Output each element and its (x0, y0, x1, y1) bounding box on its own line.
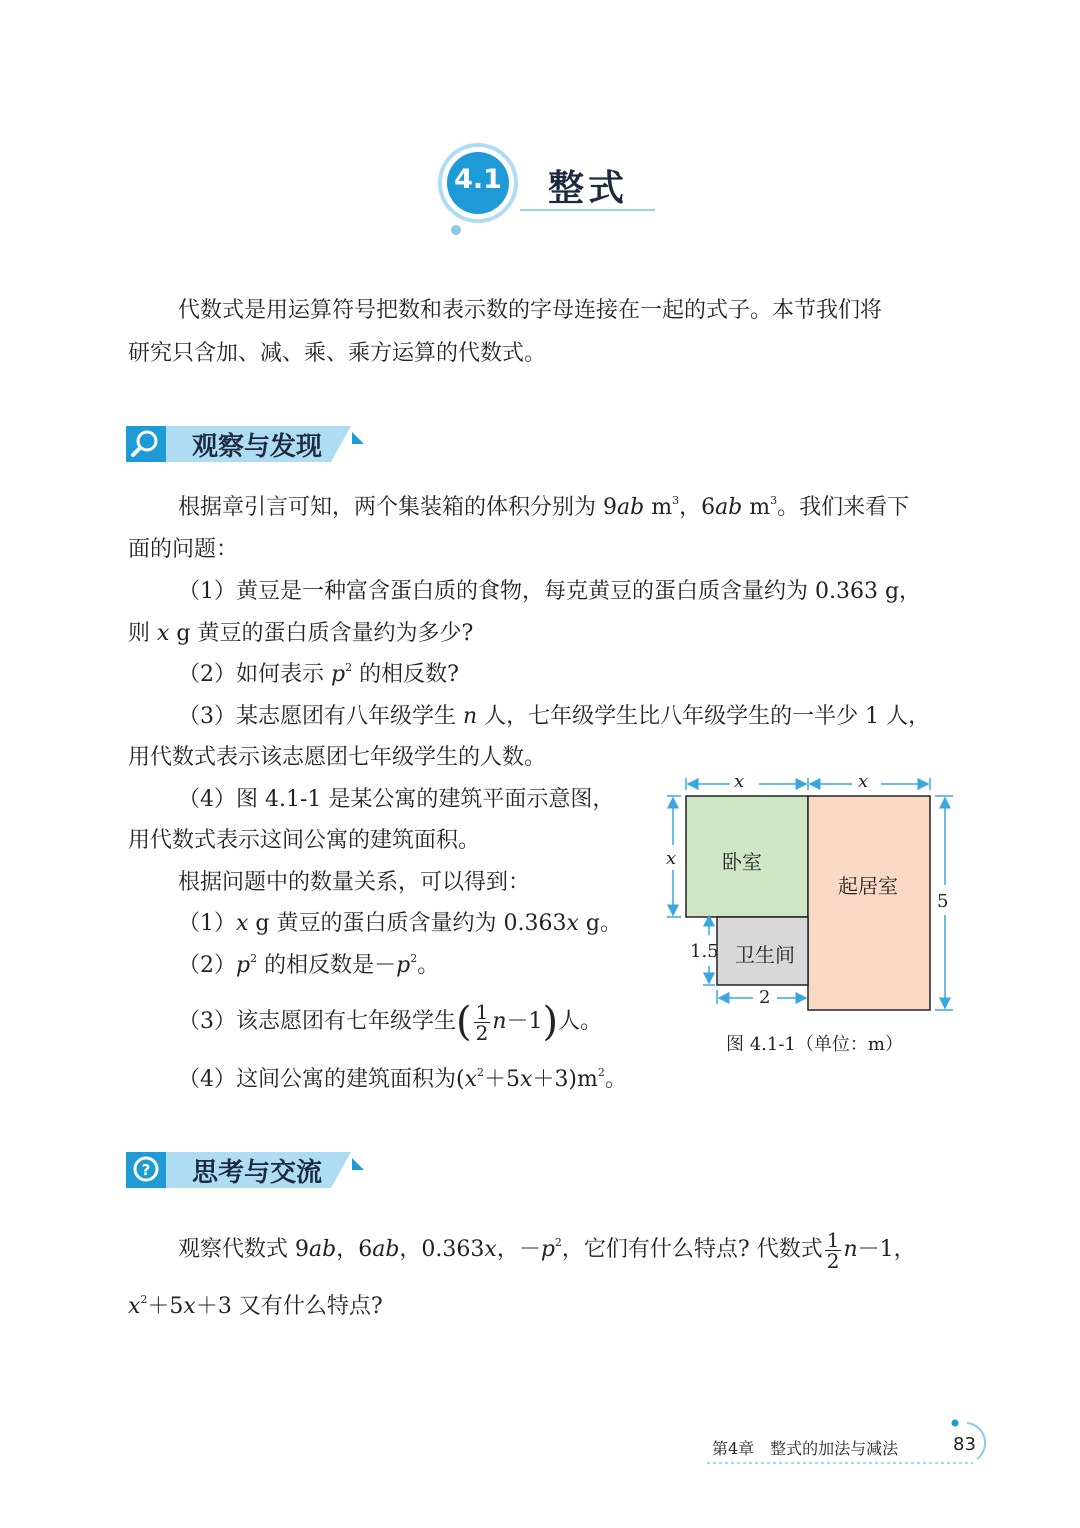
question-bubble-icon (128, 1153, 164, 1185)
dim-label-bathroom-height: 1.5 (690, 941, 719, 962)
living-room-label: 起居室 (838, 874, 898, 898)
dim-label-bottom: 2 (759, 987, 771, 1008)
bathroom-label: 卫生间 (735, 943, 795, 967)
answer-3: （3）该志愿团有七年级学生( $\frac{1}{2}$ n－1)人。 (178, 999, 603, 1045)
question-4-line-2: 用代数式表示这间公寓的建筑面积。 (128, 828, 481, 853)
dim-label-top-right: x (858, 771, 869, 792)
dim-label-left: x (666, 848, 677, 869)
answer-1: （1）x g 黄豆的蛋白质含量约为 0.363x g。 (178, 911, 622, 936)
footer-chapter: 第4章 整式的加法与减法 (712, 1439, 899, 1458)
bedroom-label: 卧室 (722, 850, 762, 874)
question-3-line-2: 用代数式表示该志愿团七年级学生的人数。 (128, 745, 547, 770)
answers-intro: 根据问题中的数量关系，可以得到： (178, 870, 531, 895)
think-heading: 思考与交流 (192, 1158, 323, 1188)
page-number: 83 (953, 1434, 976, 1455)
magnifier-icon (128, 427, 164, 459)
answer-4: （4）这间公寓的建筑面积为$(x^2+5x+3)m^2$。 (178, 1066, 627, 1092)
section-number: 4.1 (454, 164, 502, 195)
svg-text:?: ? (141, 1161, 151, 1179)
dim-label-right: 5 (937, 891, 949, 912)
observe-heading: 观察与发现 (192, 432, 323, 462)
dim-label-top-left: x (734, 771, 745, 792)
intro-line-2: 研究只含加、减、乘、乘方运算的代数式。 (128, 341, 547, 366)
figure-caption: 图 4.1-1（单位：m） (726, 1034, 903, 1055)
question-1-line-1: （1）黄豆是一种富含蛋白质的食物，每克黄豆的蛋白质含量约为 0.363 g， (178, 579, 922, 604)
observe-intro-line-2: 面的问题： (128, 537, 239, 562)
observe-intro-line-1: 根据章引言可知，两个集装箱的体积分别为 9ab $m^3$，6ab $m^3$。我们来看下 (178, 494, 910, 520)
think-line-2: $x^2+5x+3$ 又有什么特点? (128, 1293, 383, 1319)
footer-ornament (705, 1415, 995, 1475)
living-room (808, 796, 930, 1010)
question-1-line-2: 则 x g 黄豆的蛋白质含量约为多少? (128, 621, 474, 646)
intro-line-1: 代数式是用运算符号把数和表示数的字母连接在一起的式子。本节我们将 (178, 298, 883, 323)
answer-2: $(2)p^2$ 的相反数是$-p^2$。 (178, 952, 440, 978)
question-4-line-1: （4）图 4.1-1 是某公寓的建筑平面示意图， (178, 787, 615, 812)
fraction-half: $\frac{1}{2}$ (826, 1227, 840, 1273)
question-2: （2）如何表示 $p^2$ 的相反数? (178, 661, 459, 687)
page-title: 整式 (548, 168, 629, 209)
floor-plan-diagram (655, 770, 965, 1015)
question-3-line-1: （3）某志愿团有八年级学生 n 人，七年级学生比八年级学生的一半少 1 人， (178, 704, 931, 729)
think-line-1: 观察代数式 9ab，6ab，0.363x，$-p^2$，它们有什么特点? 代数式 $\frac{1}{2}$ n－1， (178, 1227, 916, 1273)
fraction-half: $\frac{1}{2}$ (475, 999, 489, 1045)
